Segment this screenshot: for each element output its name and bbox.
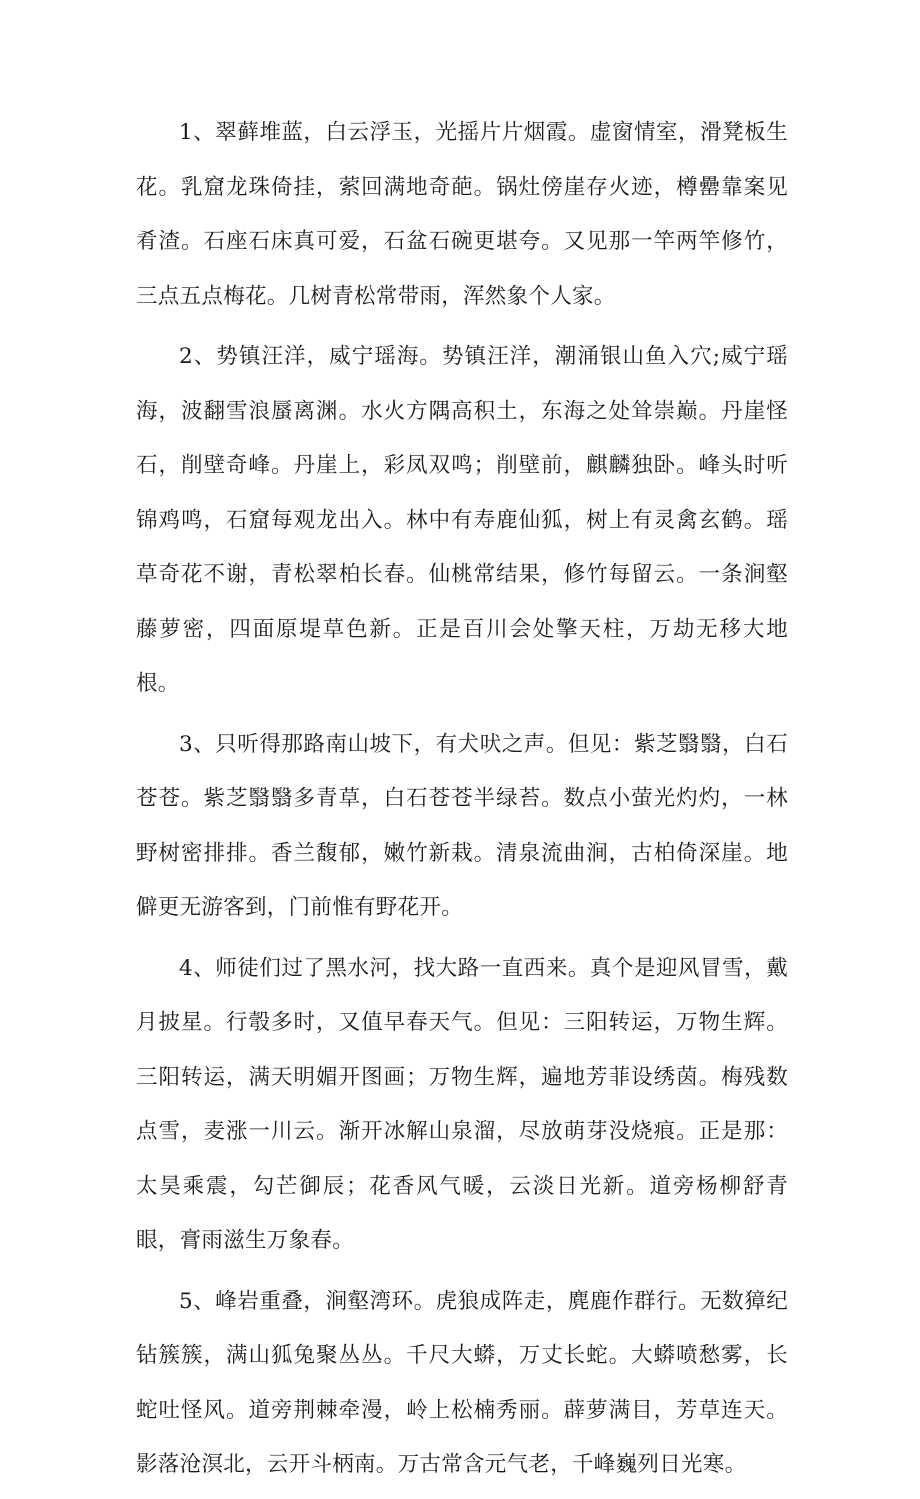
paragraph-2: 2、势镇汪洋，威宁瑶海。势镇汪洋，潮涌银山鱼入穴;威宁瑶海，波翻雪浪蜃离渊。水火方隅高积土，东海之处耸崇巅。丹崖怪石，削壁奇峰。丹崖上，彩凤双鸣；削壁前，麒麟独卧。峰头时听锦鸡鸣，石窟每观龙出入。林中有寿鹿仙狐，树上有灵禽玄鹤。瑶草奇花不谢，青松翠柏长春。仙桃常结果，修竹每留云。一条涧壑藤萝密，四面原堤草色新。正是百川会处擎天柱，万劫无移大地根。: [136, 344, 788, 696]
paragraph-4: 4、师徒们过了黑水河，找大路一直西来。真个是迎风冒雪，戴月披星。行彀多时，又值早春天气。但见：三阳转运，万物生辉。三阳转运，满天明媚开图画；万物生辉，遍地芳菲设绣茵。梅残数点雪，麦涨一川云。渐开冰解山泉溜，尽放萌芽没烧痕。正是那：太昊乘震，勾芒御辰；花香风气暖，云淡日光新。道旁杨柳舒青眼，膏雨滋生万象春。: [136, 955, 788, 1253]
paragraph-5: 5、峰岩重叠，涧壑湾环。虎狼成阵走，麂鹿作群行。无数獐纪钻簇簇，满山狐兔聚丛丛。千尺大蟒，万丈长蛇。大蟒喷愁雾，长蛇吐怪风。道旁荆棘牵漫，岭上松楠秀丽。薜萝满目，芳草连天。影落沧溟北，云开斗柄南。万古常含元气老，千峰巍列日光寒。: [136, 1288, 788, 1477]
paragraph-1: 1、翠藓堆蓝，白云浮玉，光摇片片烟霞。虚窗情室，滑凳板生花。乳窟龙珠倚挂，萦回满地奇葩。锅灶傍崖存火迹，樽罍靠案见肴渣。石座石床真可爱，石盆石碗更堪夸。又见那一竿两竿修竹，三点五点梅花。几树青松常带雨，浑然象个人家。: [136, 120, 788, 309]
paragraph-3: 3、只听得那路南山坡下，有犬吠之声。但见：紫芝翳翳，白石苍苍。紫芝翳翳多青草，白石苍苍半绿苔。数点小萤光灼灼，一林野树密排排。香兰馥郁，嫩竹新栽。清泉流曲涧，古柏倚深崖。地僻更无游客到，门前惟有野花开。: [136, 731, 788, 920]
document-body: [136, 106, 788, 1499]
